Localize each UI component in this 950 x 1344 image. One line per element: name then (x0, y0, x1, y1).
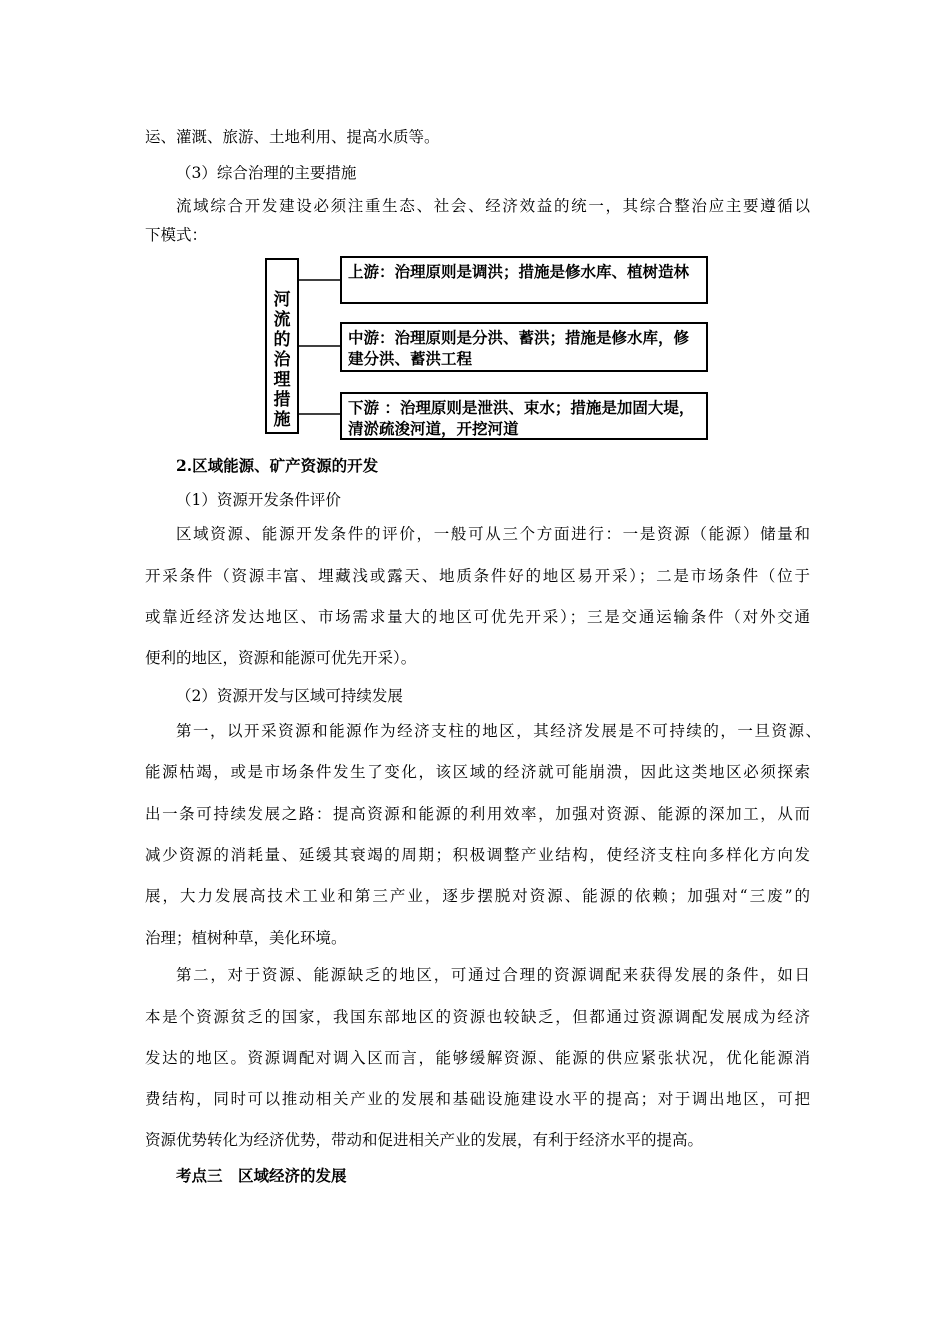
text-line: 减少资源的消耗量、延缓其衰竭的周期；积极调整产业结构，使经济支柱向多样化方向发 (145, 846, 810, 864)
subheading-sustainable: （2）资源开发与区域可持续发展 (176, 687, 403, 705)
text-line: 资源优势转化为经济优势，带动和促进相关产业的发展，有利于经济水平的提高。 (145, 1131, 704, 1149)
text-line: 第二，对于资源、能源缺乏的地区，可通过合理的资源调配来获得发展的条件，如日 (176, 966, 810, 984)
midstream-box (340, 322, 708, 372)
subheading-evaluation: （1）资源开发条件评价 (176, 491, 341, 509)
midstream-text: 中游：治理原则是分洪、蓄洪；措施是修水库，修建分洪、蓄洪工程 (348, 328, 690, 368)
text-line: 或靠近经济发达地区、市场需求量大的地区可优先开采）；三是交通运输条件（对外交通 (145, 608, 810, 626)
text-line: 本是个资源贫乏的国家，我国东部地区的资源也较缺乏，但都通过资源调配发展成为经济 (145, 1008, 810, 1026)
text-line: 下模式： (145, 226, 208, 244)
text-line: 费结构，同时可以推动相关产业的发展和基础设施建设水平的提高；对于调出地区，可把 (145, 1090, 810, 1108)
text-line: 出一条可持续发展之路：提高资源和能源的利用效率，加强对资源、能源的深加工，从而 (145, 805, 810, 823)
upstream-text: 上游：治理原则是调洪；措施是修水库、植树造林 (348, 262, 690, 281)
upstream-box (340, 256, 708, 304)
text-line: 运、灌溉、旅游、土地利用、提高水质等。 (145, 128, 440, 146)
river-measures-label: 河 流 的 治 理 措 施 (273, 290, 291, 430)
text-line: 发达的地区。资源调配对调入区而言，能够缓解资源、能源的供应紧张状况，优化能源消 (145, 1049, 810, 1067)
text-line: 区域资源、能源开发条件的评价，一般可从三个方面进行：一是资源（能源）储量和 (176, 525, 810, 543)
text-line: 第一，以开采资源和能源作为经济支柱的地区，其经济发展是不可持续的，一旦资源、 (176, 722, 821, 740)
text-line: 能源枯竭，或是市场条件发生了变化，该区域的经济就可能崩溃，因此这类地区必须探索 (145, 763, 810, 781)
subheading-integrated-management: （3）综合治理的主要措施 (176, 164, 357, 182)
text-line: 流域综合开发建设必须注重生态、社会、经济效益的统一，其综合整治应主要遵循以 (176, 197, 810, 215)
text-line: 展，大力发展高技术工业和第三产业，逐步摆脱对资源、能源的依赖；加强对“三废”的 (145, 887, 810, 905)
text-line: 便利的地区，资源和能源可优先开采）。 (145, 649, 417, 667)
text-line: 治理；植树种草，美化环境。 (145, 929, 347, 947)
downstream-text: 下游 ：治理原则是泄洪、束水；措施是加固大堤，清淤疏浚河道，开挖河道 (348, 398, 695, 438)
section-heading-regional-economy: 考点三 区域经济的发展 (176, 1166, 347, 1185)
text-line: 开采条件（资源丰富、埋藏浅或露天、地质条件好的地区易开采）；二是市场条件（位于 (145, 567, 810, 585)
downstream-box (340, 392, 708, 440)
river-measures-box (265, 258, 299, 434)
river-management-diagram (262, 252, 712, 442)
section-heading-resources: 2.区域能源、矿产资源的开发 (176, 456, 379, 475)
